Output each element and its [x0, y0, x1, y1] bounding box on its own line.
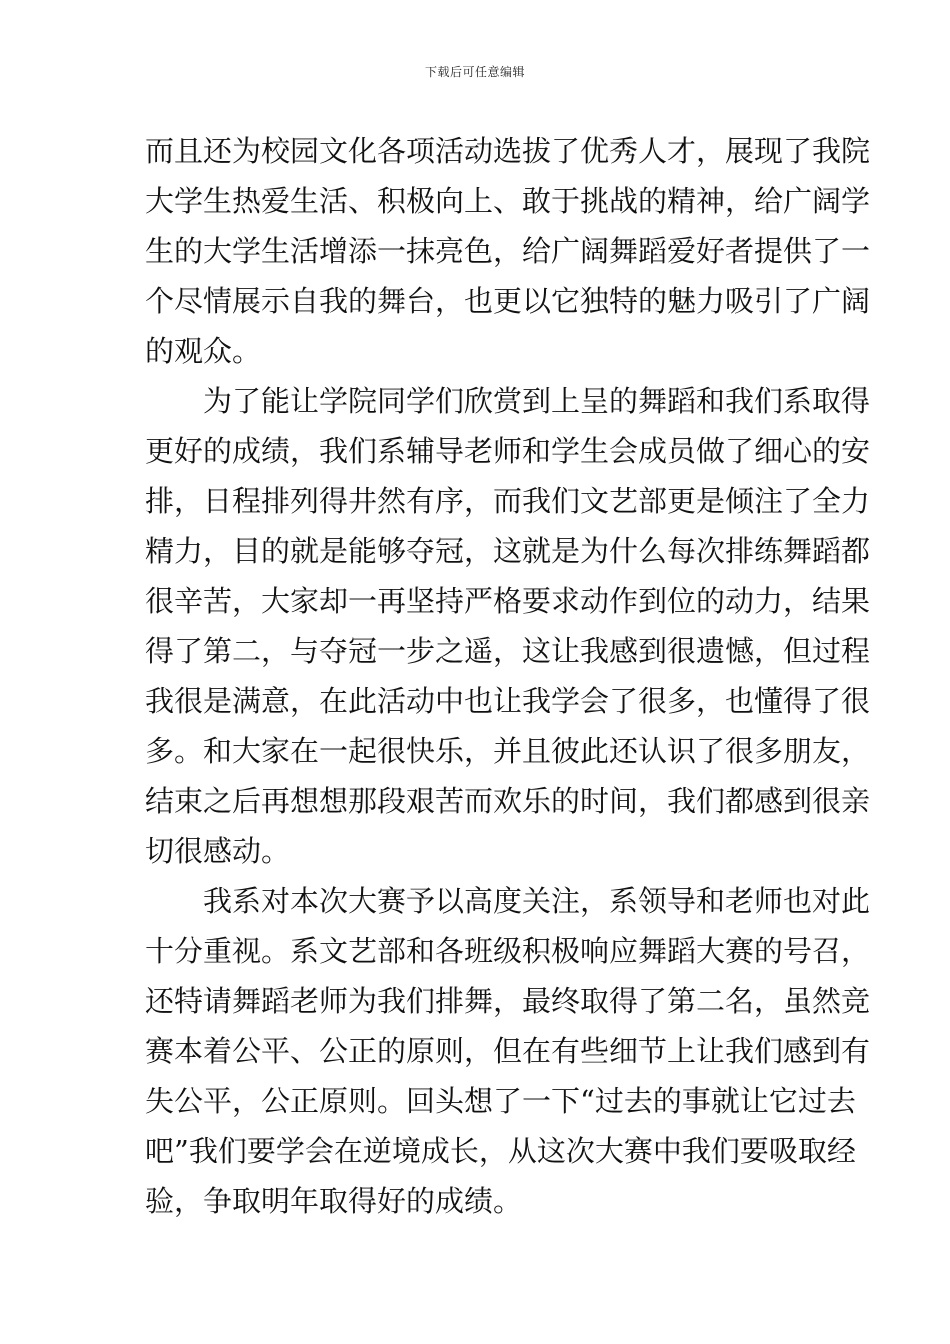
text-line: 吧”我们要学会在逆境成长，从这次大赛中我们要吸取经 — [145, 1134, 856, 1168]
text-line: 而且还为校园文化各项活动选拔了优秀人才，展现了我院 — [145, 134, 871, 168]
paragraph-3 — [145, 876, 871, 1226]
paragraph-1 — [145, 126, 871, 376]
text-line: 赛本着公平、公正的原则，但在有些细节上让我们感到有 — [145, 1034, 871, 1068]
text-line: 的观众。 — [145, 334, 262, 368]
text-line: 精力，目的就是能够夺冠，这就是为什么每次排练舞蹈都 — [145, 534, 871, 568]
document-body — [145, 126, 871, 1226]
text-line: 十分重视。系文艺部和各班级积极响应舞蹈大赛的号召， — [145, 934, 871, 968]
text-line: 还特请舞蹈老师为我们排舞，最终取得了第二名，虽然竞 — [145, 984, 871, 1018]
text-line: 个尽情展示自我的舞台，也更以它独特的魅力吸引了广阔 — [145, 284, 871, 318]
text-line: 大学生热爱生活、积极向上、敢于挑战的精神，给广阔学 — [145, 184, 871, 218]
paragraph-2 — [145, 376, 871, 876]
text-line: 多。和大家在一起很快乐，并且彼此还认识了很多朋友， — [145, 734, 871, 768]
text-line: 我很是满意，在此活动中也让我学会了很多，也懂得了很 — [145, 684, 871, 718]
text-line: 验，争取明年取得好的成绩。 — [145, 1184, 523, 1218]
text-line: 我系对本次大赛予以高度关注，系领导和老师也对此 — [203, 884, 871, 918]
text-line: 得了第二，与夺冠一步之遥，这让我感到很遗憾，但过程 — [145, 634, 871, 668]
text-line: 排，日程排列得井然有序，而我们文艺部更是倾注了全力 — [145, 484, 871, 518]
page-header: 下载后可任意编辑 — [424, 65, 525, 79]
text-line: 很辛苦，大家却一再坚持严格要求动作到位的动力，结果 — [145, 584, 871, 618]
text-line: 失公平，公正原则。回头想了一下“过去的事就让它过去 — [145, 1084, 856, 1118]
text-line: 结束之后再想想那段艰苦而欢乐的时间，我们都感到很亲 — [145, 784, 871, 818]
text-line: 生的大学生活增添一抹亮色，给广阔舞蹈爱好者提供了一 — [145, 234, 871, 268]
text-line: 更好的成绩，我们系辅导老师和学生会成员做了细心的安 — [145, 434, 871, 468]
text-line: 切很感动。 — [145, 834, 291, 868]
text-line: 为了能让学院同学们欣赏到上呈的舞蹈和我们系取得 — [203, 384, 871, 418]
